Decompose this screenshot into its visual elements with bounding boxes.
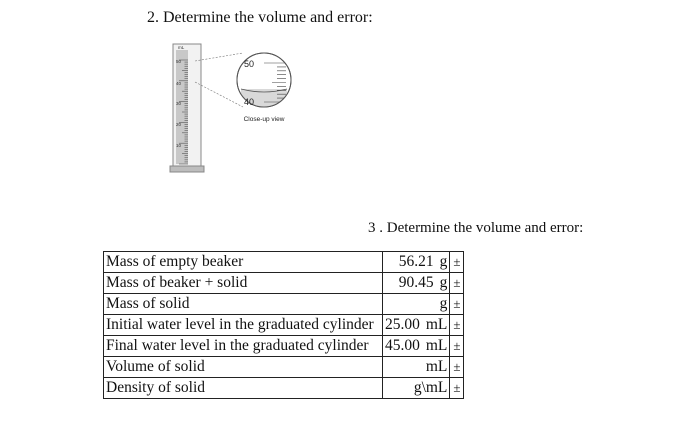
table-row xyxy=(104,315,464,336)
scale-label-50: 50 xyxy=(176,59,182,64)
table-row xyxy=(104,357,464,378)
row-value-cell[interactable] xyxy=(383,336,450,357)
row-unit: mL xyxy=(425,337,448,354)
measurement-table xyxy=(103,251,464,399)
row-value-cell[interactable] xyxy=(383,273,450,294)
table-row xyxy=(104,252,464,273)
row-value-cell[interactable] xyxy=(383,357,450,378)
row-label: Mass of beaker + solid xyxy=(104,273,383,294)
row-unit: g xyxy=(439,295,448,312)
row-unit: g xyxy=(439,274,448,291)
row-value-cell[interactable] xyxy=(383,378,450,399)
error-cell[interactable]: ± xyxy=(450,273,464,294)
error-cell[interactable]: ± xyxy=(450,315,464,336)
row-value-cell[interactable] xyxy=(383,315,450,336)
row-label: Mass of solid xyxy=(104,294,383,315)
question-2-title: 2. Determine the volume and error: xyxy=(147,9,373,26)
scale-label-30: 30 xyxy=(176,101,182,106)
error-cell[interactable]: ± xyxy=(450,378,464,399)
row-label: Volume of solid xyxy=(104,357,383,378)
closeup-label-40: 40 xyxy=(244,97,255,107)
row-unit: g xyxy=(439,253,448,270)
row-value: 90.45 xyxy=(398,274,434,291)
row-unit: mL xyxy=(425,358,448,375)
row-unit: mL xyxy=(425,316,448,333)
table-row xyxy=(104,273,464,294)
closeup-connector-top xyxy=(195,53,243,61)
error-cell[interactable]: ± xyxy=(450,252,464,273)
error-cell[interactable]: ± xyxy=(450,294,464,315)
cylinder-unit-label: mL xyxy=(178,45,185,50)
closeup-connector-bottom xyxy=(195,82,243,107)
row-label: Mass of empty beaker xyxy=(104,252,383,273)
table-row xyxy=(104,294,464,315)
scale-label-10: 10 xyxy=(176,143,182,148)
scale-label-40: 40 xyxy=(176,81,182,86)
row-value: 45.00 xyxy=(385,337,420,354)
row-value: 56.21 xyxy=(398,253,434,270)
closeup-caption: Close-up view xyxy=(243,116,285,123)
closeup-label-50: 50 xyxy=(244,59,255,69)
graduated-cylinder-figure xyxy=(165,42,305,176)
row-label: Initial water level in the graduated cylinder xyxy=(104,315,383,336)
error-cell[interactable]: ± xyxy=(450,357,464,378)
scale-label-20: 20 xyxy=(176,122,182,127)
row-unit: g\mL xyxy=(413,379,448,396)
row-label: Density of solid xyxy=(104,378,383,399)
row-value-cell[interactable] xyxy=(383,294,450,315)
row-value: 25.00 xyxy=(385,316,420,333)
graduated-cylinder-illustration xyxy=(165,42,305,176)
error-cell[interactable]: ± xyxy=(450,336,464,357)
question-3-title: 3 . Determine the volume and error: xyxy=(368,220,584,236)
table-row xyxy=(104,378,464,399)
cylinder-base xyxy=(170,166,204,172)
row-value-cell[interactable] xyxy=(383,252,450,273)
row-label: Final water level in the graduated cylinder xyxy=(104,336,383,357)
table-row xyxy=(104,336,464,357)
